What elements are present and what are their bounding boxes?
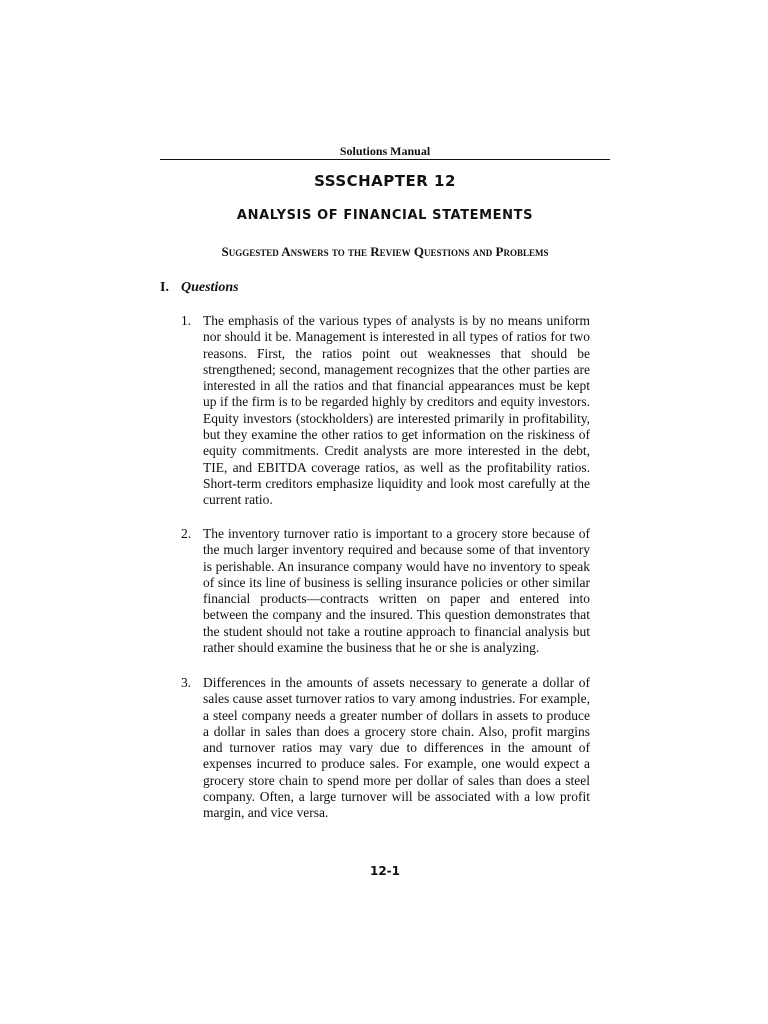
question-answer-text: Differences in the amounts of assets necessary to generate a dollar of sales cause asset turnover ratios to vary among industries. For example, a steel company needs a greater number of dollars in assets to produce a dollar in sales than does a grocery store chain. Also, profit margins and turnover ratios may vary due to differences in the amount of expenses incurred to produce sales. For example, one would expect a grocery store chain to spend more per dollar of sales than does a steel company. Often, a large turnover will be associated with a low profit margin, and vice versa. bbox=[203, 675, 590, 821]
page-number: 12-1 bbox=[369, 864, 401, 878]
question-item bbox=[181, 526, 610, 656]
header-rule bbox=[160, 159, 610, 160]
question-answer-text: The inventory turnover ratio is important to a grocery store because of the much larger inventory required and because some of that inventory is perishable. An insurance company would have no inventory to speak of since its line of business is selling insurance policies or other similar financial products—contracts written on paper and entered into between the company and the insured. This question demonstrates that the student should not take a routine approach to financial analysis but rather should examine the business that he or she is analyzing. bbox=[203, 526, 590, 656]
chapter-subject: ANALYSIS OF FINANCIAL STATEMENTS bbox=[236, 208, 534, 223]
question-number: 2. bbox=[181, 526, 192, 541]
question-answer-text: The emphasis of the various types of analysts is by no means uniform nor should it be. Management is interested in all types of ratios for two reasons. First, the ratios point out weaknesses that should be strengthened; second, management recognizes that the other parties are interested in all the ratios and that financial appearances must be kept up if the firm is to be regarded highly by creditors and equity investors. Equity investors (stockholders) are interested primarily in profitability, but they examine the other ratios to get information on the riskiness of equity commitments. Credit analysts are more interested in the debt, TIE, and EBITDA coverage ratios, as well as the profitability ratios. Short-term creditors emphasize liquidity and look most carefully at the current ratio. bbox=[203, 313, 590, 508]
question-number: 3. bbox=[181, 675, 192, 690]
running-header: Solutions Manual bbox=[339, 144, 431, 158]
part-roman-numeral: I. bbox=[160, 280, 169, 295]
question-item bbox=[181, 313, 610, 509]
part-heading bbox=[160, 280, 239, 296]
chapter-title: SSSCHAPTER 12 bbox=[314, 172, 456, 190]
question-number: 1. bbox=[181, 313, 192, 328]
chapter-subtitle: Suggested Answers to the Review Questions and Problems bbox=[221, 244, 549, 259]
part-label: Questions bbox=[181, 280, 239, 295]
question-item bbox=[181, 675, 610, 822]
